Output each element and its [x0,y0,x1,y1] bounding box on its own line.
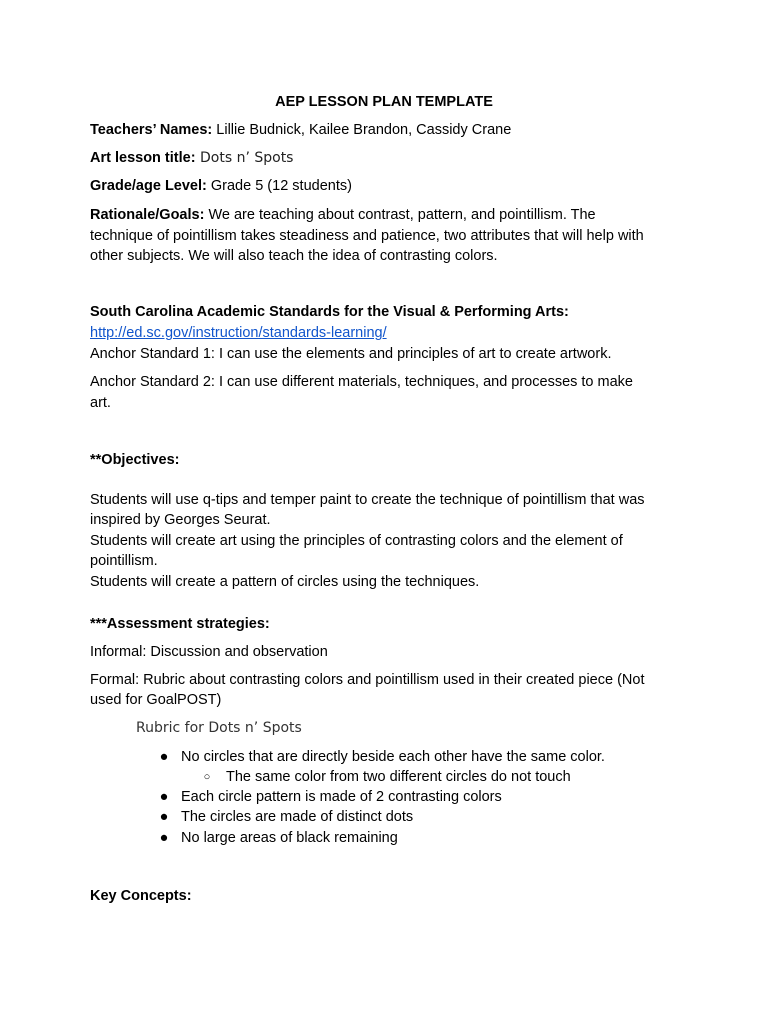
rationale-line-1 [90,205,596,225]
key-concepts-heading: Key Concepts: [90,888,192,904]
grade-level-line [90,176,352,196]
formal-assessment-line-1: Formal: Rubric about contrasting colors and pointillism used in their created piece (Not [90,672,645,688]
bullet-icon: ● [159,830,169,846]
bullet-icon: ● [159,789,169,805]
hollow-bullet-icon: ○ [203,771,211,783]
grade-level-label: Grade/age Level: [90,178,207,194]
lesson-title-label: Art lesson title: [90,150,196,166]
rationale-line-3: other subjects. We will also teach the idea of contrasting colors. [90,248,498,264]
bullet-icon: ● [159,809,169,825]
objectives-heading: **Objectives: [90,452,180,468]
standards-link[interactable]: http://ed.sc.gov/instruction/standards-learning/ [90,325,387,341]
bullet-icon: ● [159,749,169,765]
lesson-title-line [90,148,293,168]
rubric-subitem [0,767,768,787]
teachers-names-label: Teachers’ Names: [90,122,213,138]
objective-line-5: Students will create a pattern of circles using the techniques. [90,574,480,590]
rubric-item-text: The circles are made of distinct dots [181,809,414,825]
anchor-standard-2-line-2: art. [90,395,111,411]
rubric-item-text: Each circle pattern is made of 2 contrasting colors [181,789,502,805]
anchor-standard-1: Anchor Standard 1: I can use the elements and principles of art to create artwork. [90,346,612,362]
rubric-item [0,787,768,807]
rationale-line-2: technique of pointillism takes steadiness and patience, two attributes that will help with [90,228,644,244]
lesson-title-value: Dots n’ Spots [195,150,294,166]
rubric-item [0,747,768,767]
anchor-standard-2-line-1: Anchor Standard 2: I can use different materials, techniques, and processes to make [90,374,633,390]
objective-line-4: pointillism. [90,553,158,569]
rubric-item-text: No large areas of black remaining [181,830,398,846]
rubric-item [0,828,768,848]
rubric-item [0,807,768,827]
standards-heading: South Carolina Academic Standards for the Visual & Performing Arts: [90,304,569,320]
teachers-names-line [90,120,511,140]
document-title: AEP LESSON PLAN TEMPLATE [275,94,493,110]
rationale-text-1: We are teaching about contrast, pattern, and pointillism. The [204,207,596,223]
formal-assessment-line-2: used for GoalPOST) [90,692,222,708]
rubric-item-text: No circles that are directly beside each other have the same color. [181,749,605,765]
informal-assessment: Informal: Discussion and observation [90,644,328,660]
objective-line-2: inspired by Georges Seurat. [90,512,271,528]
objective-line-3: Students will create art using the principles of contrasting colors and the element of [90,533,623,549]
rationale-label: Rationale/Goals: [90,207,205,223]
objective-line-1: Students will use q-tips and temper paint to create the technique of pointillism that was [90,492,645,508]
rubric-title: Rubric for Dots n’ Spots [136,720,302,736]
teachers-names-value: Lillie Budnick, Kailee Brandon, Cassidy Crane [212,122,512,138]
assessment-heading: ***Assessment strategies: [90,616,270,632]
rubric-subitem-text: The same color from two different circles do not touch [226,769,571,785]
grade-level-value: Grade 5 (12 students) [206,178,352,194]
